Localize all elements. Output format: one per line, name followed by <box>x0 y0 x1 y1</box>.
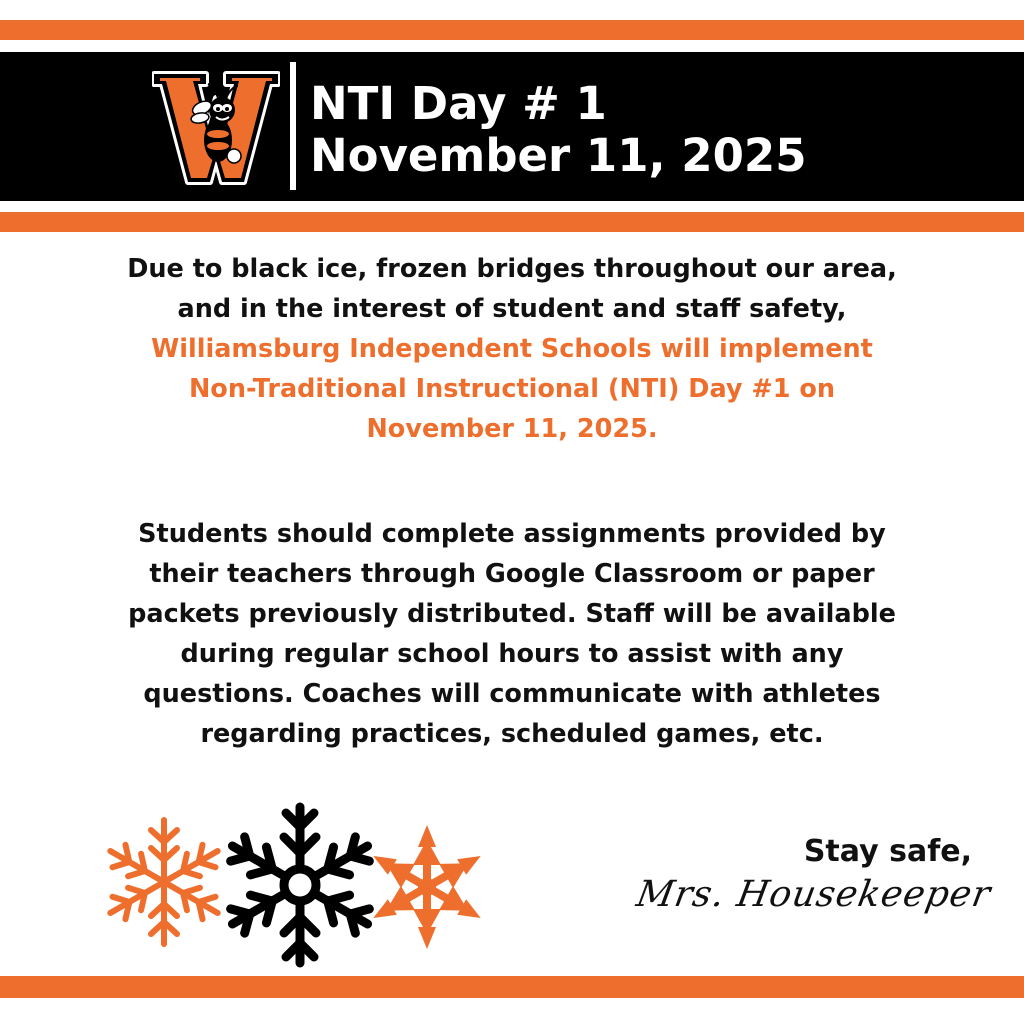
highlight-line: Williamsburg Independent Schools will implement <box>151 334 873 364</box>
details-paragraph <box>30 514 994 754</box>
bottom-stripe <box>0 976 1024 998</box>
upper-stripe <box>0 212 1024 232</box>
header-title-line2: November 11, 2025 <box>310 129 807 182</box>
orange-snowflake-icon <box>368 822 486 952</box>
details-line: Students should complete assignments provided by <box>138 519 886 549</box>
details-line: packets previously distributed. Staff will be available <box>128 599 896 629</box>
school-logo-icon <box>152 68 280 186</box>
announcement-paragraph <box>30 249 994 449</box>
closing-line: Stay safe, <box>803 834 972 869</box>
header-divider <box>290 62 296 190</box>
header-title-line1: NTI Day # 1 <box>310 77 607 130</box>
black-snowflake-icon <box>218 800 382 970</box>
highlight-line: November 11, 2025. <box>366 414 658 444</box>
top-stripe <box>0 20 1024 40</box>
details-line: questions. Coaches will communicate with athletes <box>143 679 881 709</box>
orange-snowflake-icon <box>98 812 230 952</box>
details-line: their teachers through Google Classroom or paper <box>149 559 875 589</box>
intro-line: and in the interest of student and staff safety, <box>177 294 847 324</box>
highlight-line: Non-Traditional Instructional (NTI) Day #1 on <box>188 374 836 404</box>
intro-line: Due to black ice, frozen bridges throughout our area, <box>127 254 897 284</box>
details-line: during regular school hours to assist with any <box>180 639 844 669</box>
signature: Mrs. Housekeeper <box>632 874 994 915</box>
details-line: regarding practices, scheduled games, etc. <box>200 719 824 749</box>
